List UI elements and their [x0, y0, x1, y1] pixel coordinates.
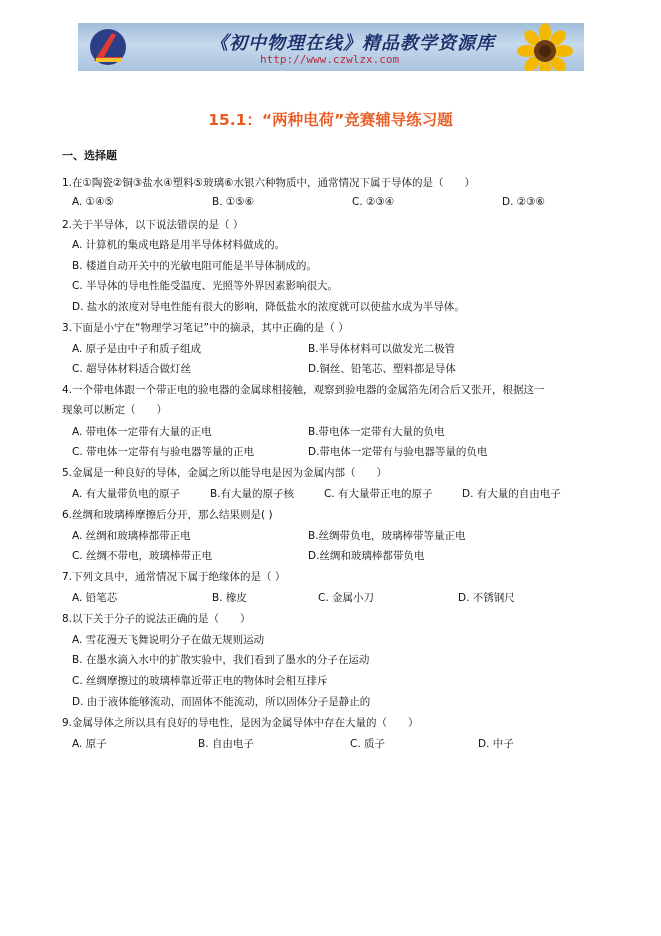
option-b[interactable]: B. 橡皮 — [212, 592, 247, 604]
option-a[interactable]: A. 丝绸和玻璃棒都带正电 — [72, 530, 191, 542]
option-d[interactable]: D.丝绸和玻璃棒都带负电 — [308, 550, 425, 562]
option-d[interactable]: D. ②③⑥ — [502, 196, 545, 208]
option-b[interactable]: B.半导体材料可以做发光二极管 — [308, 343, 456, 355]
option-d[interactable]: D. 不锈钢尺 — [458, 592, 515, 604]
option-a[interactable]: A. 铅笔芯 — [72, 592, 118, 604]
option-b[interactable]: B.有大量的原子核 — [210, 488, 295, 500]
option-c[interactable]: C. 丝绸不带电，玻璃棒带正电 — [72, 550, 213, 562]
banner-title: 《初中物理在线》精品教学资源库 — [210, 33, 495, 54]
sunflower-icon — [510, 23, 580, 71]
option-d[interactable]: D.带电体一定带有与验电器等量的负电 — [308, 446, 488, 458]
option-c[interactable]: C. 超导体材料适合做灯丝 — [72, 363, 192, 375]
question-stem: 4.一个带电体跟一个带正电的验电器的金属球相接触，观察到验电器的金属箔先闭合后又张开，根据这一 — [62, 384, 545, 396]
option-a[interactable]: A. 雪花漫天飞舞说明分子在做无规则运动 — [72, 634, 265, 646]
option-a[interactable]: A. 计算机的集成电路是用半导体材料做成的。 — [72, 239, 286, 251]
option-c[interactable]: C. 有大量带正电的原子 — [324, 488, 433, 500]
option-a[interactable]: A. ①④⑤ — [72, 196, 114, 208]
logo-icon — [86, 27, 130, 67]
option-d[interactable]: D. 盐水的浓度对导电性能有很大的影响，降低盐水的浓度就可以使盐水成为半导体。 — [72, 301, 465, 313]
option-b[interactable]: B.丝绸带负电，玻璃棒带等量正电 — [308, 530, 466, 542]
question-stem: 8.以下关于分子的说法正确的是（ ） — [62, 613, 251, 625]
option-a[interactable]: A. 带电体一定带有大量的正电 — [72, 426, 212, 438]
section-title: 一、选择题 — [62, 149, 117, 162]
question-stem: 3.下面是小宁在“物理学习笔记”中的摘录，其中正确的是（ ） — [62, 322, 349, 334]
option-b[interactable]: B. 自由电子 — [198, 738, 254, 750]
option-c[interactable]: C. 丝绸摩擦过的玻璃棒靠近带正电的物体时会相互排斥 — [72, 675, 328, 687]
header-banner — [78, 23, 584, 71]
page-title: 15.1：“两种电荷”竞赛辅导练习题 — [208, 111, 453, 129]
option-d[interactable]: D. 有大量的自由电子 — [462, 488, 561, 500]
option-a[interactable]: A. 有大量带负电的原子 — [72, 488, 181, 500]
option-d[interactable]: D. 中子 — [478, 738, 514, 750]
option-d[interactable]: D.铜丝、铅笔芯、塑料都是导体 — [308, 363, 456, 375]
option-c[interactable]: C. 带电体一定带有与验电器等量的正电 — [72, 446, 255, 458]
option-d[interactable]: D. 由于液体能够流动，而固体不能流动，所以固体分子是静止的 — [72, 696, 371, 708]
option-b[interactable]: B. 在墨水滴入水中的扩散实验中，我们看到了墨水的分子在运动 — [72, 654, 370, 666]
question-stem: 2.关于半导体，以下说法错误的是（ ） — [62, 219, 244, 231]
option-a[interactable]: A. 原子是由中子和质子组成 — [72, 343, 202, 355]
option-c[interactable]: C. ②③④ — [352, 196, 395, 208]
option-c[interactable]: C. 质子 — [350, 738, 386, 750]
option-b[interactable]: B. ①⑤⑥ — [212, 196, 255, 208]
option-b[interactable]: B. 楼道自动开关中的光敏电阻可能是半导体制成的。 — [72, 260, 317, 272]
question-stem: 1.在①陶瓷②铜③盐水④塑料⑤玻璃⑥水银六种物质中，通常情况下属于导体的是（ ） — [62, 177, 475, 189]
option-c[interactable]: C. 金属小刀 — [318, 592, 375, 604]
question-stem: 5.金属是一种良好的导体，金属之所以能导电是因为金属内部（ ） — [62, 467, 388, 479]
question-stem-continued: 现象可以断定（ ） — [62, 404, 167, 416]
option-c[interactable]: C. 半导体的导电性能受温度、光照等外界因素影响很大。 — [72, 280, 339, 292]
option-b[interactable]: B.带电体一定带有大量的负电 — [308, 426, 445, 438]
banner-url[interactable]: http://www.czwlzx.com — [260, 53, 400, 66]
question-stem: 9.金属导体之所以具有良好的导电性，是因为金属导体中存在大量的（ ） — [62, 717, 419, 729]
question-stem: 7.下列文具中，通常情况下属于绝缘体的是（ ） — [62, 571, 286, 583]
option-a[interactable]: A. 原子 — [72, 738, 107, 750]
question-stem: 6.丝绸和玻璃棒摩擦后分开，那么结果则是( ) — [62, 509, 273, 521]
